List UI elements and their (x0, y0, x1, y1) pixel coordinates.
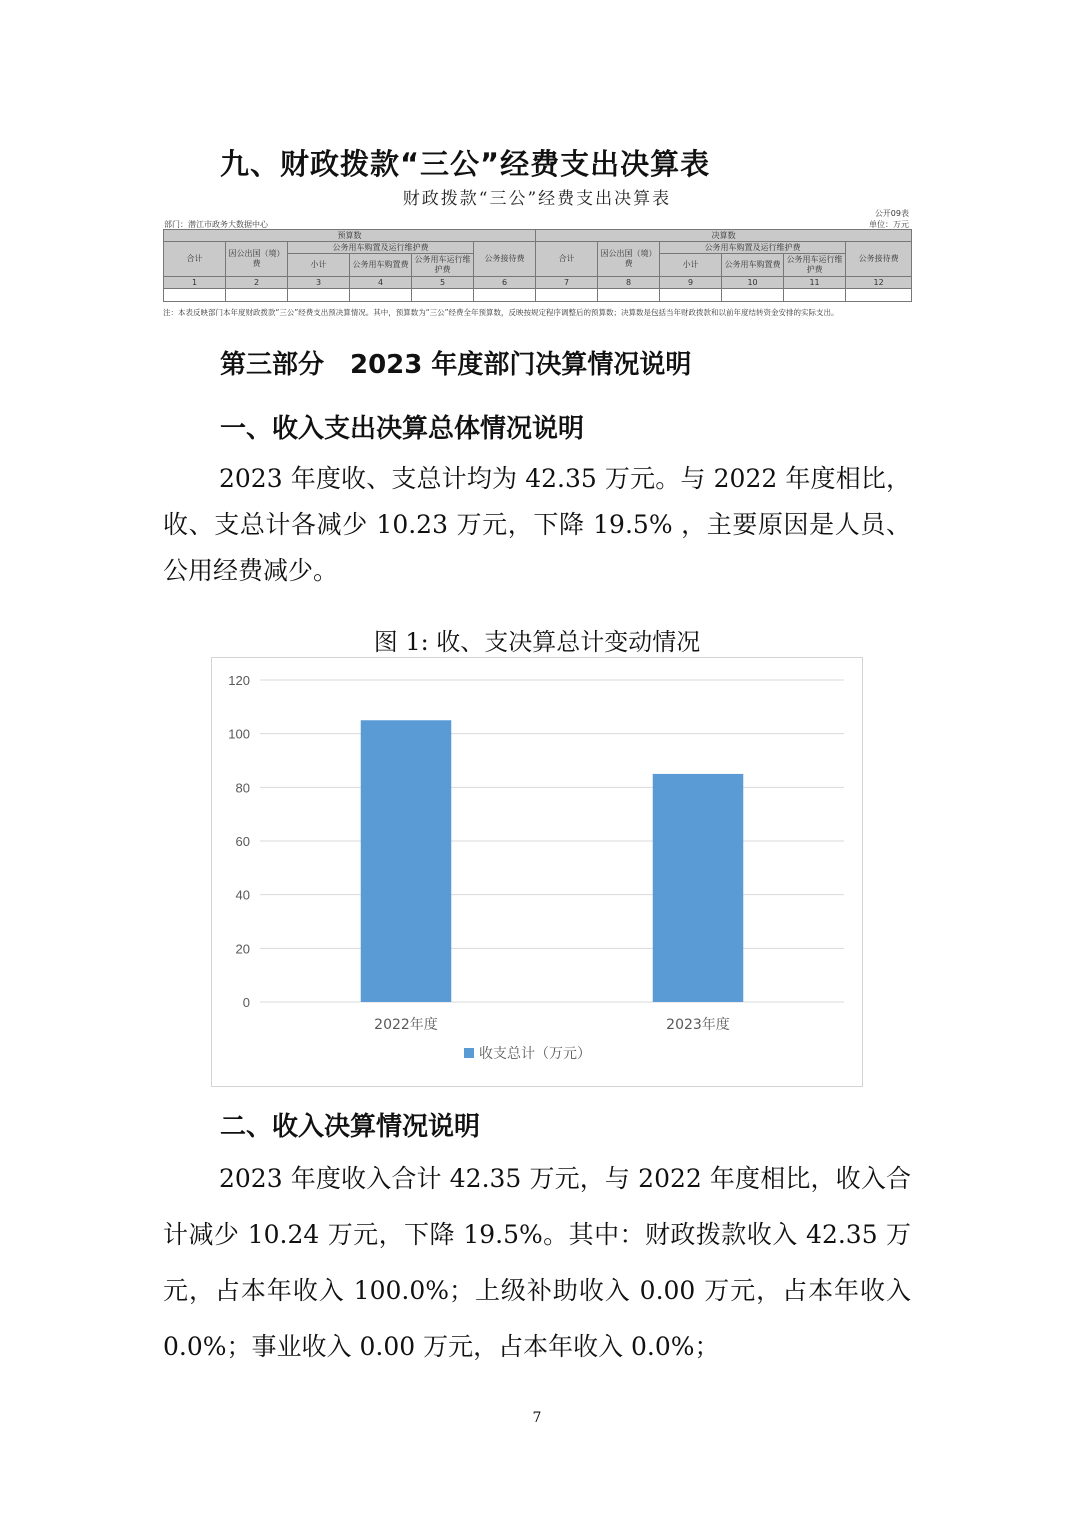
header-total: 合计 (536, 242, 598, 277)
section-two-paragraph (163, 1151, 911, 1375)
table-cell (412, 289, 474, 302)
col-number: 11 (784, 277, 846, 289)
table-cell (598, 289, 660, 302)
table-grid (163, 229, 912, 302)
table-cell (164, 289, 226, 302)
table-unit: 单位：万元 (869, 220, 909, 229)
header-abroad: 因公出国（境）费 (226, 242, 288, 277)
section-two-title: 二、收入决算情况说明 (220, 1112, 481, 1142)
header-subtotal: 小计 (660, 254, 722, 277)
table-cell (722, 289, 784, 302)
col-number: 4 (350, 277, 412, 289)
y-tick-label: 100 (228, 726, 250, 742)
table-cell (226, 289, 288, 302)
col-number: 12 (846, 277, 912, 289)
header-purchase: 公务用车购置费 (350, 254, 412, 277)
legend-swatch (464, 1048, 474, 1058)
header-vehicle-group: 公务用车购置及运行维护费 (660, 242, 846, 254)
x-category-label: 2022年度 (374, 1017, 438, 1033)
header-budget: 预算数 (164, 230, 536, 242)
figure-caption: 图 1: 收、支决算总计变动情况 (373, 628, 701, 656)
page-number: 7 (532, 1410, 542, 1426)
bar (653, 774, 744, 1002)
table-cell (784, 289, 846, 302)
header-reception: 公务接待费 (846, 242, 912, 277)
table-cell (474, 289, 536, 302)
legend-label: 收支总计（万元） (479, 1046, 591, 1062)
header-actual: 决算数 (536, 230, 912, 242)
header-subtotal: 小计 (288, 254, 350, 277)
header-total: 合计 (164, 242, 226, 277)
y-tick-label: 0 (242, 995, 250, 1010)
col-number: 5 (412, 277, 474, 289)
table-cell (288, 289, 350, 302)
col-number: 3 (288, 277, 350, 289)
table-title: 财政拨款“三公”经费支出决算表 (402, 189, 672, 209)
table-note: 注：本表反映部门本年度财政拨款“三公”经费支出预决算情况。其中，预算数为“三公”经费全年预算数，反映按规定程序调整后的预算数；决算数是包括当年财政拨款和以前年度结转资金安排的实际支出。 (163, 308, 839, 317)
col-number: 10 (722, 277, 784, 289)
col-number: 1 (164, 277, 226, 289)
x-category-label: 2023年度 (666, 1017, 730, 1033)
table-cell (350, 289, 412, 302)
col-number: 2 (226, 277, 288, 289)
three-public-expense-table (163, 181, 911, 333)
col-number: 9 (660, 277, 722, 289)
section-one-title: 一、收入支出决算总体情况说明 (220, 414, 585, 444)
bar-chart (211, 657, 863, 1087)
chart-svg (212, 658, 862, 1086)
y-tick-label: 40 (235, 887, 250, 903)
header-reception: 公务接待费 (474, 242, 536, 277)
section-one-paragraph (163, 456, 911, 594)
table-department: 部门：潜江市政务大数据中心 (164, 220, 268, 229)
table-cell (660, 289, 722, 302)
col-number: 7 (536, 277, 598, 289)
y-tick-label: 20 (235, 941, 250, 957)
section-one-text: 2023 年度收、支总计均为 42.35 万元。与 2022 年度相比，收、支总计各减少 10.23 万元，下降 19.5% ，主要原因是人员、公用经费减少。 (163, 464, 911, 585)
header-vehicle-group: 公务用车购置及运行维护费 (288, 242, 474, 254)
table-cell (846, 289, 912, 302)
y-tick-label: 120 (228, 673, 250, 688)
header-operation: 公务用车运行维护费 (784, 254, 846, 277)
table-form-number: 公开09表 (874, 209, 909, 218)
part-three-title: 第三部分 2023 年度部门决算情况说明 (220, 350, 692, 380)
col-number: 6 (474, 277, 536, 289)
table-cell (536, 289, 598, 302)
y-tick-label: 60 (235, 834, 250, 849)
col-number: 8 (598, 277, 660, 289)
y-tick-label: 80 (235, 780, 250, 796)
section-two-text: 2023 年度收入合计 42.35 万元，与 2022 年度相比，收入合计减少 10.24 万元，下降 19.5%。其中：财政拨款收入 42.35 万元，占本年收入 100.0%；上级补助收入 0.00 万元，占本年收入 0.0%；事业收入 0.00 万元，占本年收入 0.0%； (163, 1164, 911, 1361)
header-abroad: 因公出国（境）费 (598, 242, 660, 277)
section-nine-title: 九、财政拨款“三公”经费支出决算表 (220, 147, 711, 181)
bar (361, 720, 452, 1002)
header-operation: 公务用车运行维护费 (412, 254, 474, 277)
header-purchase: 公务用车购置费 (722, 254, 784, 277)
